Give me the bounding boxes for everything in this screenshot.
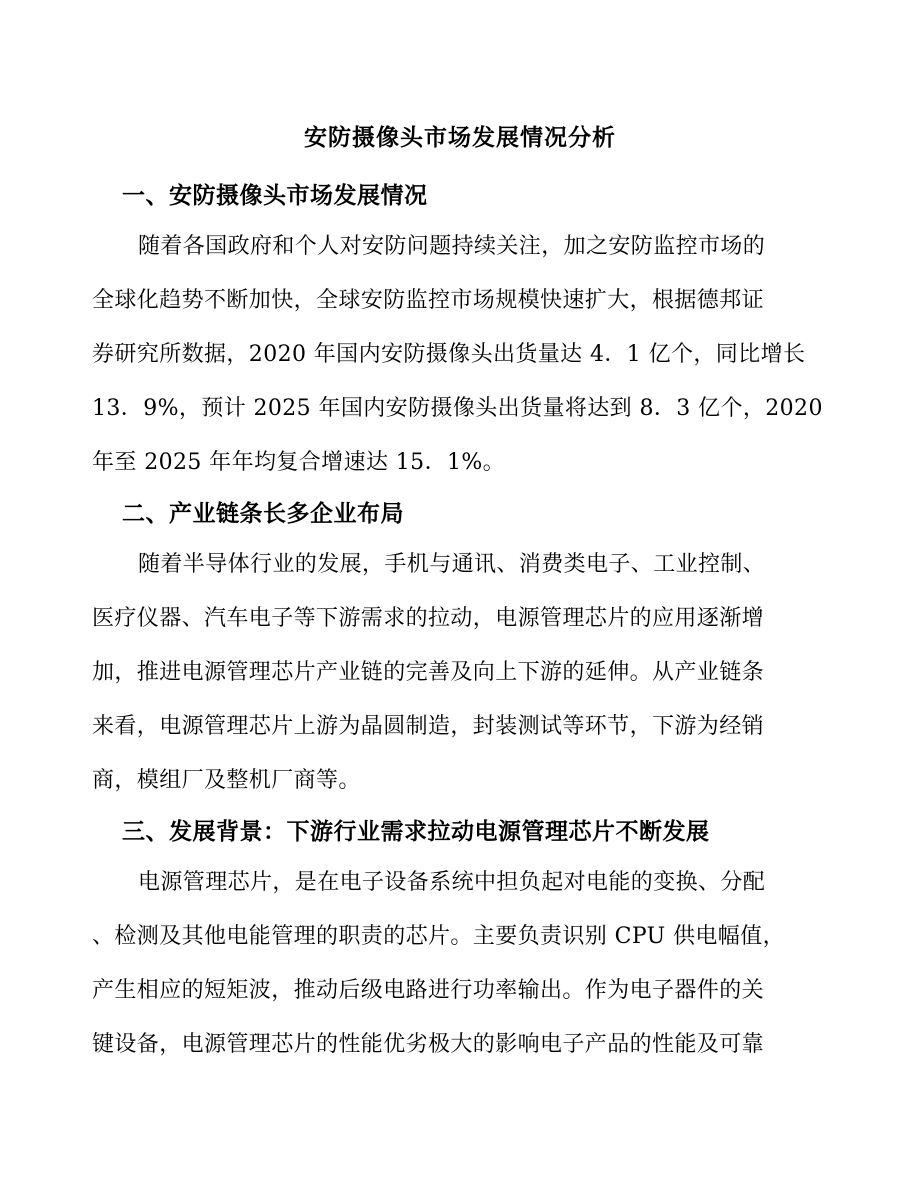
paragraph-line: 加，推进电源管理芯片产业链的完善及向上下游的延伸。从产业链条 (92, 660, 765, 685)
paragraph-line: 来看，电源管理芯片上游为晶圆制造，封装测试等环节，下游为经销 (92, 714, 765, 739)
paragraph-line: 13．9%，预计 2025 年国内安防摄像头出货量将达到 8．3 亿个，2020 (92, 396, 823, 421)
paragraph-line: 医疗仪器、汽车电子等下游需求的拉动，电源管理芯片的应用逐渐增 (92, 606, 765, 631)
paragraph-line: 产生相应的短矩波，推动后级电路进行功率输出。作为电子器件的关 (92, 978, 765, 1003)
section-heading: 三、发展背景：下游行业需求拉动电源管理芯片不断发展 (122, 818, 710, 845)
section-body (92, 856, 828, 1072)
paragraph-line: 键设备，电源管理芯片的性能优劣极大的影响电子产品的性能及可靠 (92, 1032, 765, 1057)
section-heading: 一、安防摄像头市场发展情况 (122, 182, 428, 209)
section-heading: 二、产业链条长多企业布局 (122, 500, 404, 527)
document-title: 安防摄像头市场发展情况分析 (304, 124, 616, 151)
paragraph-line: 、检测及其他电能管理的职责的芯片。主要负责识别 CPU 供电幅值， (92, 924, 785, 949)
section-body (92, 538, 828, 808)
paragraph-line: 电源管理芯片，是在电子设备系统中担负起对电能的变换、分配 (138, 870, 766, 895)
paragraph-line: 商，模组厂及整机厂商等。 (92, 768, 361, 793)
paragraph-line: 随着各国政府和个人对安防问题持续关注，加之安防监控市场的 (138, 234, 766, 259)
section-body (92, 220, 828, 490)
paragraph-line: 券研究所数据，2020 年国内安防摄像头出货量达 4．1 亿个，同比增长 (92, 342, 806, 367)
section-1 (92, 176, 828, 490)
paragraph-line: 随着半导体行业的发展，手机与通讯、消费类电子、工业控制、 (138, 552, 766, 577)
section-2 (92, 494, 828, 808)
section-3 (92, 812, 828, 1072)
paragraph-line: 全球化趋势不断加快，全球安防监控市场规模快速扩大，根据德邦证 (92, 288, 765, 313)
paragraph-line: 年至 2025 年年均复合增速达 15．1%。 (92, 450, 506, 475)
